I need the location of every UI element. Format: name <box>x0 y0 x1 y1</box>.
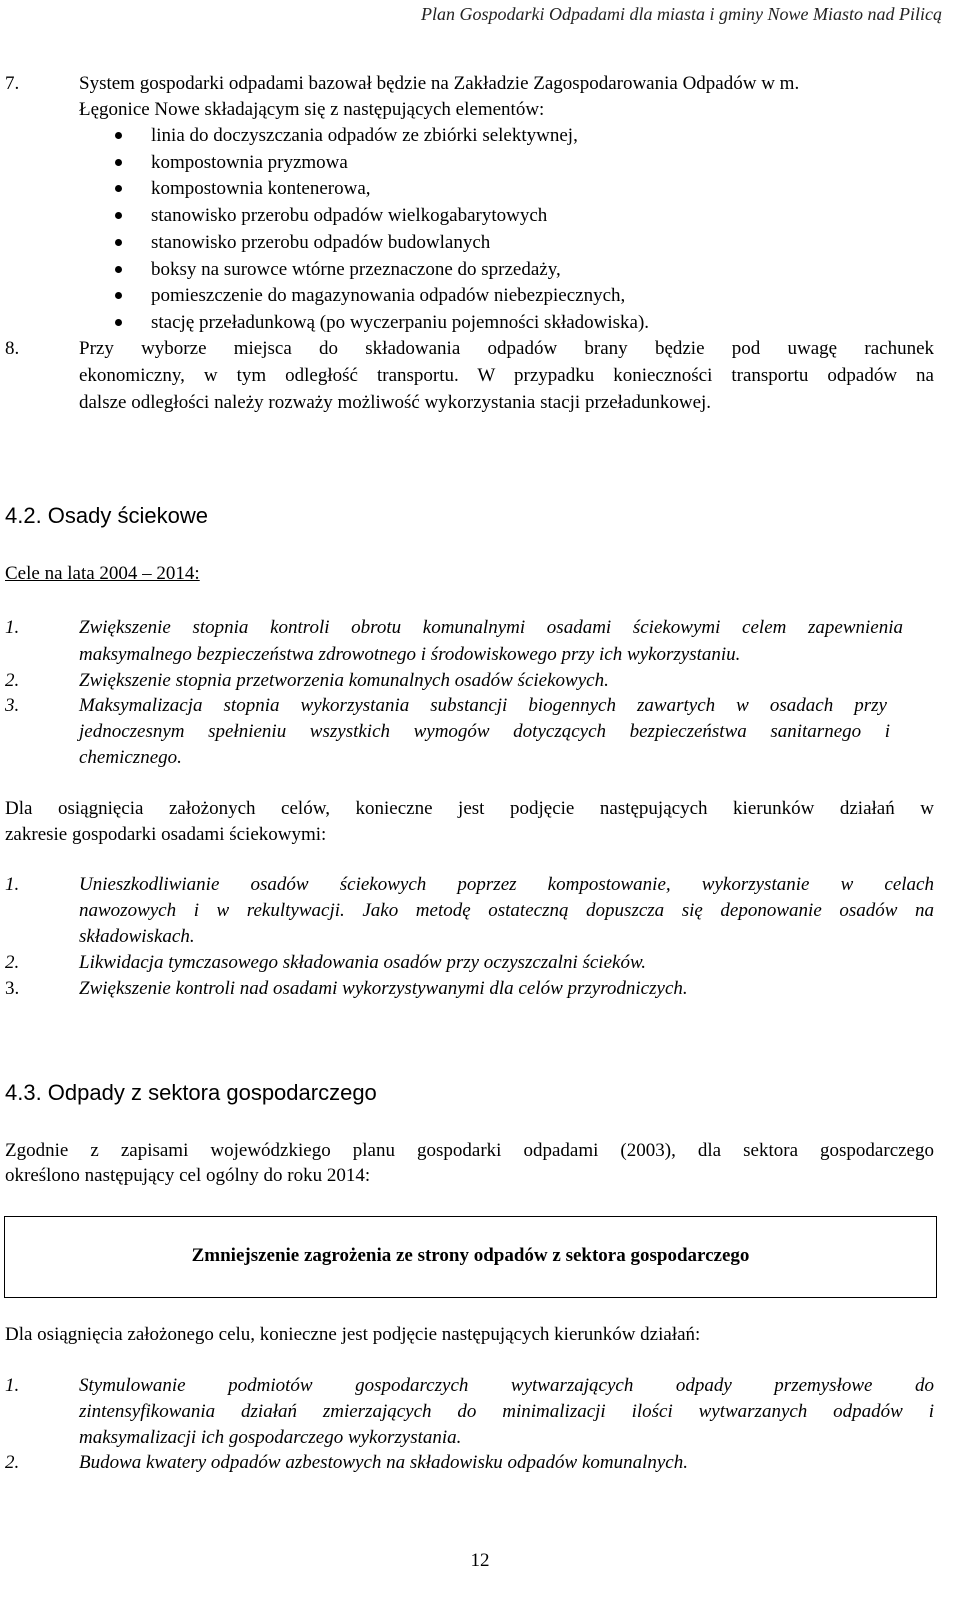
action-line: Budowa kwatery odpadów azbestowych na składowisku odpadów komunalnych. <box>79 1452 688 1473</box>
bullet-icon <box>115 239 122 246</box>
item-8-line-3: dalsze odległości należy rozważy możliwość wykorzystania stacji przeładunkowej. <box>79 392 712 413</box>
paragraph-line: Zgodnie z zapisami wojewódzkiego planu gospodarki odpadami (2003), dla sektora gospodarczego <box>5 1140 934 1161</box>
paragraph-line: określono następujący cel ogólny do roku 2014: <box>5 1165 371 1186</box>
paragraph-line: zakresie gospodarki osadami ściekowymi: <box>5 824 327 845</box>
list-item: stanowisko przerobu odpadów wielkogabarytowych <box>151 205 548 226</box>
bullet-icon <box>115 159 122 166</box>
goal-line: chemicznego. <box>79 747 182 768</box>
bullet-icon <box>115 212 122 219</box>
page-number: 12 <box>470 1550 490 1571</box>
action-number: 1. <box>5 1375 20 1396</box>
action-number: 2. <box>5 952 20 973</box>
paragraph-line: Dla osiągnięcia założonych celów, konieczne jest podjęcie następujących kierunków działań w <box>5 798 934 819</box>
action-line: nawozowych i w rekultywacji. Jako metodę ostateczną dopuszcza się deponowanie osadów na <box>79 900 934 921</box>
item-8-line-1: Przy wyborze miejsca do składowania odpadów brany będzie pod uwagę rachunek <box>79 338 934 359</box>
list-item: stanowisko przerobu odpadów budowlanych <box>151 232 491 253</box>
bullet-icon <box>115 185 122 192</box>
goal-line: jednoczesnym spełnieniu wszystkich wymogów dotyczących bezpieczeństwa sanitarnego i <box>79 721 890 742</box>
section-heading-4-3: 4.3. Odpady z sektora gospodarczego <box>5 1080 377 1105</box>
goal-line: Zwiększenie stopnia kontroli obrotu komunalnymi osadami ściekowymi celem zapewnienia <box>79 617 903 638</box>
bullet-icon <box>115 132 122 139</box>
list-item: pomieszczenie do magazynowania odpadów niebezpiecznych, <box>151 285 626 306</box>
action-line: Zwiększenie kontroli nad osadami wykorzystywanymi dla celów przyrodniczych. <box>79 978 688 999</box>
goals-label: Cele na lata 2004 – 2014: <box>5 563 200 584</box>
action-line: Unieszkodliwianie osadów ściekowych poprzez kompostowanie, wykorzystanie w celach <box>79 874 934 895</box>
item-7-line-2: Łęgonice Nowe składającym się z następujących elementów: <box>79 99 545 120</box>
list-item: stację przeładunkową (po wyczerpaniu pojemności składowiska). <box>151 312 650 333</box>
goal-box-text: Zmniejszenie zagrożenia ze strony odpadów z sektora gospodarczego <box>191 1245 750 1266</box>
action-line: Likwidacja tymczasowego składowania osadów przy oczyszczalni ścieków. <box>79 952 646 973</box>
action-line: zintensyfikowania działań zmierzających do minimalizacji ilości wytwarzanych odpadów i <box>79 1401 934 1422</box>
item-8-number: 8. <box>5 338 20 359</box>
goal-line: Zwiększenie stopnia przetworzenia komunalnych osadów ściekowych. <box>79 670 609 691</box>
goal-line: Maksymalizacja stopnia wykorzystania substancji biogennych zawartych w osadach przy <box>79 695 887 716</box>
goal-number: 2. <box>5 670 20 691</box>
action-number: 1. <box>5 874 20 895</box>
list-item: kompostownia kontenerowa, <box>151 178 371 199</box>
bullet-icon <box>115 266 122 273</box>
list-item: kompostownia pryzmowa <box>151 152 348 173</box>
item-7-number: 7. <box>5 73 20 94</box>
bullet-icon <box>115 292 122 299</box>
bullet-icon <box>115 319 122 326</box>
list-item: linia do doczyszczania odpadów ze zbiórki selektywnej, <box>151 125 578 146</box>
goal-number: 3. <box>5 695 20 716</box>
action-number: 3. <box>5 978 20 999</box>
goal-box <box>4 1216 937 1298</box>
paragraph-line: Dla osiągnięcia założonego celu, konieczne jest podjęcie następujących kierunków działań: <box>5 1324 701 1345</box>
running-header: Plan Gospodarki Odpadami dla miasta i gminy Nowe Miasto nad Pilicą <box>421 4 942 24</box>
item-7-line-1: System gospodarki odpadami bazował będzie na Zakładzie Zagospodarowania Odpadów w m. <box>79 73 800 94</box>
list-item: boksy na surowce wtórne przeznaczone do sprzedaży, <box>151 259 561 280</box>
item-8-line-2: ekonomiczny, w tym odległość transportu. W przypadku konieczności transportu odpadów na <box>79 365 934 386</box>
action-line: maksymalizacji ich gospodarczego wykorzystania. <box>79 1427 462 1448</box>
section-heading-4-2: 4.2. Osady ściekowe <box>5 503 208 528</box>
goal-line: maksymalnego bezpieczeństwa zdrowotnego i środowiskowego przy ich wykorzystaniu. <box>79 644 741 665</box>
action-line: składowiskach. <box>79 926 195 947</box>
goal-number: 1. <box>5 617 20 638</box>
action-line: Stymulowanie podmiotów gospodarczych wytwarzających odpady przemysłowe do <box>79 1375 934 1396</box>
action-number: 2. <box>5 1452 20 1473</box>
